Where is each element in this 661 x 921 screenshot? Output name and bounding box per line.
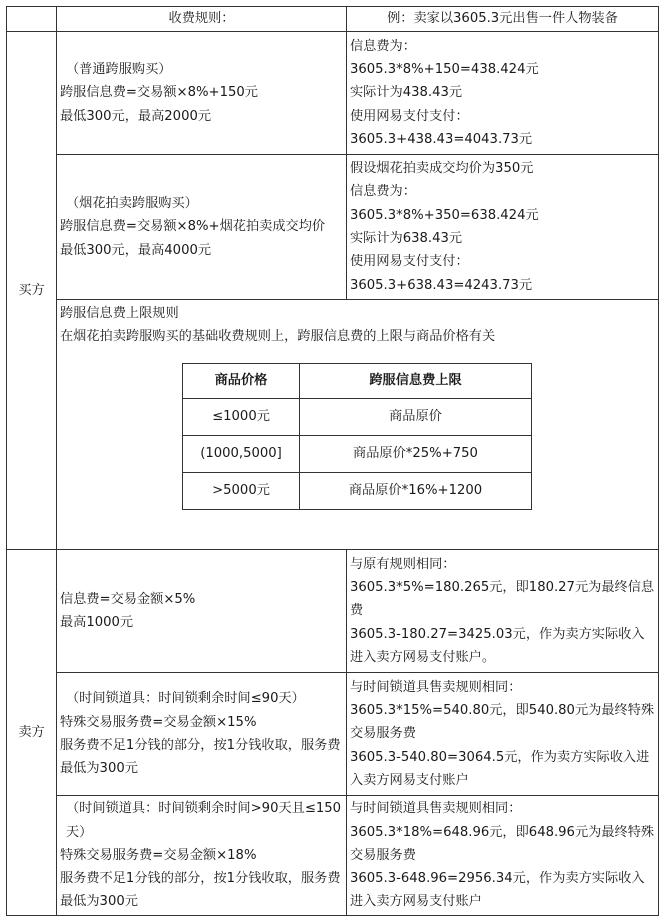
example-line: 3605.3*5%=180.265元，即180.27元为最终信息费 [350, 580, 655, 619]
seller-standard-rule [57, 550, 347, 673]
example-line: 3605.3-180.27=3425.03元，作为卖方实际收入进入卖方网易支付账户。 [350, 626, 645, 665]
cap-table-row [183, 472, 532, 509]
example-line: 3605.3-648.96=2956.34元，作为卖方实际收入进入卖方网易支付账户 [350, 871, 645, 910]
example-line: 假设烟花拍卖成交均价为350元 [350, 161, 534, 177]
header-example: 例：卖家以3605.3元出售一件人物装备 [347, 7, 659, 32]
example-line: 3605.3+638.43=4243.73元 [350, 277, 533, 293]
seller-timelock-90-rule [57, 673, 347, 796]
cap-table-row [183, 398, 532, 435]
header-blank-cell [7, 7, 57, 32]
buyer-firework-example [347, 155, 659, 300]
buyer-row-firework [7, 155, 659, 300]
buyer-firework-rule [57, 155, 347, 300]
cap-rule-description: 在烟花拍卖跨服购买的基础收费规则上，跨服信息费的上限与商品价格有关 [60, 329, 496, 345]
example-line: 3605.3+438.43=4043.73元 [350, 131, 533, 147]
buyer-row-cap-rule [7, 300, 659, 550]
seller-role-label: 卖方 [7, 550, 57, 916]
example-line: 与时间锁道具售卖规则相同： [350, 801, 522, 817]
cap-table-limit: 商品原价*25%+750 [300, 435, 532, 472]
example-line: 使用网易支付支付： [350, 108, 469, 124]
example-line: 使用网易支付支付： [350, 254, 469, 270]
example-line: 实际计为438.43元 [350, 85, 463, 101]
example-line: 3605.3*18%=648.96元，即648.96元为最终特殊交易服务费 [350, 824, 655, 863]
rule-line: 特殊交易服务费=交易金额×18% [60, 847, 257, 863]
example-line: 信息费为： [350, 38, 416, 54]
fee-rules-table [6, 6, 659, 916]
buyer-row-normal [7, 32, 659, 155]
rule-line: （时间锁道具：时间锁剩余时间>90天且≤150天） [66, 801, 342, 840]
rule-line: 服务费不足1分钱的部分，按1分钱收取，服务费最低为300元 [60, 871, 341, 910]
buyer-normal-example [347, 32, 659, 155]
cap-table-header: 商品价格 [183, 363, 300, 398]
cap-table-header: 跨服信息费上限 [300, 363, 532, 398]
example-line: 3605.3*8%+150=438.424元 [350, 62, 539, 78]
example-line: 3605.3-540.80=3064.5元，作为卖方实际收入进入卖方网易支付账户 [350, 749, 650, 788]
cap-table-row [183, 435, 532, 472]
rule-line: 最低300元，最高4000元 [60, 242, 212, 258]
rule-line: 最低300元，最高2000元 [60, 108, 212, 124]
cap-table [182, 363, 532, 510]
cap-table-price: ≤1000元 [183, 398, 300, 435]
rule-line: 跨服信息费=交易额×8%+150元 [60, 85, 258, 101]
cap-table-price: >5000元 [183, 472, 300, 509]
buyer-role-label: 买方 [7, 32, 57, 550]
seller-timelock-150-example [347, 796, 659, 916]
header-row [7, 7, 659, 32]
seller-standard-example [347, 550, 659, 673]
rule-line: 最高1000元 [60, 615, 134, 630]
rule-line: 特殊交易服务费=交易金额×15% [60, 714, 257, 730]
rule-line: （烟花拍卖跨服购买） [66, 196, 198, 212]
rule-line: 服务费不足1分钱的部分，按1分钱收取，服务费最低为300元 [60, 738, 341, 777]
rule-line: 信息费=交易金额×5% [60, 591, 196, 607]
cap-table-header-row [183, 363, 532, 398]
cap-table-limit: 商品原价*16%+1200 [300, 472, 532, 509]
cap-table-price: (1000,5000] [183, 435, 300, 472]
rule-line: 跨服信息费=交易额×8%+烟花拍卖成交均价 [60, 219, 326, 235]
example-line: 与原有规则相同： [350, 556, 456, 572]
cap-rule-title: 跨服信息费上限规则 [60, 306, 179, 321]
cap-table-limit: 商品原价 [300, 398, 532, 435]
cap-rule-cell [57, 300, 659, 550]
seller-timelock-90-example [347, 673, 659, 796]
rule-line: （时间锁道具：时间锁剩余时间≤90天） [66, 691, 305, 707]
example-line: 3605.3*8%+350=638.424元 [350, 207, 539, 223]
seller-timelock-150-rule [57, 796, 347, 916]
example-line: 3605.3*15%=540.80元，即540.80元为最终特殊交易服务费 [350, 703, 655, 742]
buyer-normal-rule [57, 32, 347, 155]
example-line: 实际计为638.43元 [350, 231, 463, 246]
rule-line: （普通跨服购买） [66, 62, 172, 78]
example-line: 与时间锁道具售卖规则相同： [350, 679, 522, 695]
header-rules: 收费规则： [57, 7, 347, 32]
seller-row-timelock-90 [7, 673, 659, 796]
example-line: 信息费为： [350, 184, 416, 200]
seller-row-timelock-150 [7, 796, 659, 916]
seller-row-standard [7, 550, 659, 673]
